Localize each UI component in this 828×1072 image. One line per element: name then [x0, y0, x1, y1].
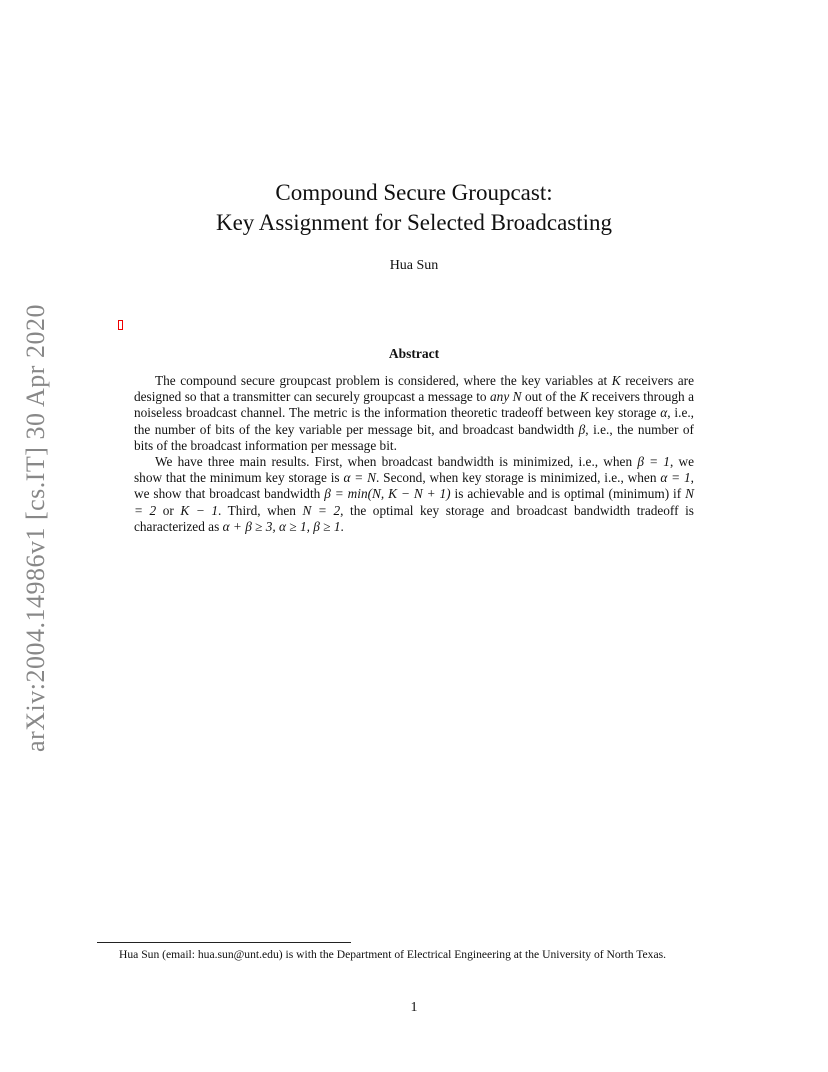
text-run: , i.e., the number of bits of the broadcast information per message bit.	[134, 421, 694, 453]
math-expression: β = 1	[637, 454, 670, 470]
paper-title	[0, 178, 828, 238]
emphasis-text: any	[490, 389, 510, 405]
text-run: or	[156, 502, 181, 518]
red-link-marker[interactable]	[118, 320, 123, 330]
text-run: receivers through a noiseless broadcast channel. The metric is the information theoretic tradeoff between key storage	[134, 389, 694, 421]
text-run: , we show that broadcast bandwidth	[134, 470, 694, 502]
arxiv-sidebar-stamp	[11, 296, 61, 760]
math-expression: N = 2	[302, 502, 341, 518]
text-run: receivers are designed so that a transmitter can securely groupcast a message to	[134, 373, 694, 405]
text-run: . Third, when	[218, 502, 303, 518]
author-name: Hua Sun	[389, 258, 439, 273]
math-variable: α	[660, 405, 668, 421]
page-number: 1	[410, 1000, 418, 1015]
abstract-paragraph-2	[134, 454, 694, 535]
math-expression: β = min(N, K − N + 1)	[324, 486, 451, 502]
text-run: We have three main results. First, when broadcast bandwidth is minimized, i.e., when	[155, 454, 638, 470]
abstract-paragraph-1	[134, 373, 694, 454]
math-expression: α = 1	[660, 470, 691, 486]
text-run: , we show that the minimum key storage is	[134, 454, 694, 486]
text-run: is achievable and is optimal (minimum) if	[450, 486, 686, 502]
math-variable: K	[611, 373, 621, 388]
arxiv-identifier: arXiv:2004.14986v1 [cs.IT] 30 Apr 2020	[21, 304, 50, 752]
title-line-2: Key Assignment for Selected Broadcasting	[215, 210, 613, 235]
author-footnote: Hua Sun (email: hua.sun@unt.edu) is with the Department of Electrical Engineering at the University of North Texas.	[119, 948, 667, 961]
math-expression: N = 2	[134, 486, 694, 518]
footnote-divider	[97, 942, 351, 943]
abstract-body	[134, 373, 694, 535]
text-run: The compound secure groupcast problem is considered, where the key variables at	[155, 373, 612, 388]
math-variable: K	[579, 389, 589, 405]
text-run: , i.e., the number of bits of the key variable per message bit, and broadcast bandwidth	[134, 405, 694, 437]
text-run: , the optimal key storage and broadcast bandwidth tradeoff is characterized as	[134, 502, 694, 534]
text-run: out of the	[521, 389, 580, 405]
abstract-heading: Abstract	[388, 346, 440, 361]
text-run: .	[340, 518, 344, 534]
math-expression: α = N	[343, 470, 376, 486]
math-variable: β	[578, 421, 586, 437]
math-variable: N	[512, 389, 522, 405]
math-expression: K − 1	[180, 502, 219, 518]
text-run: . Second, when key storage is minimized, i.e., when	[376, 470, 661, 486]
title-line-1: Compound Secure Groupcast:	[275, 180, 553, 205]
math-expression: α + β ≥ 3, α ≥ 1, β ≥ 1	[222, 518, 341, 534]
